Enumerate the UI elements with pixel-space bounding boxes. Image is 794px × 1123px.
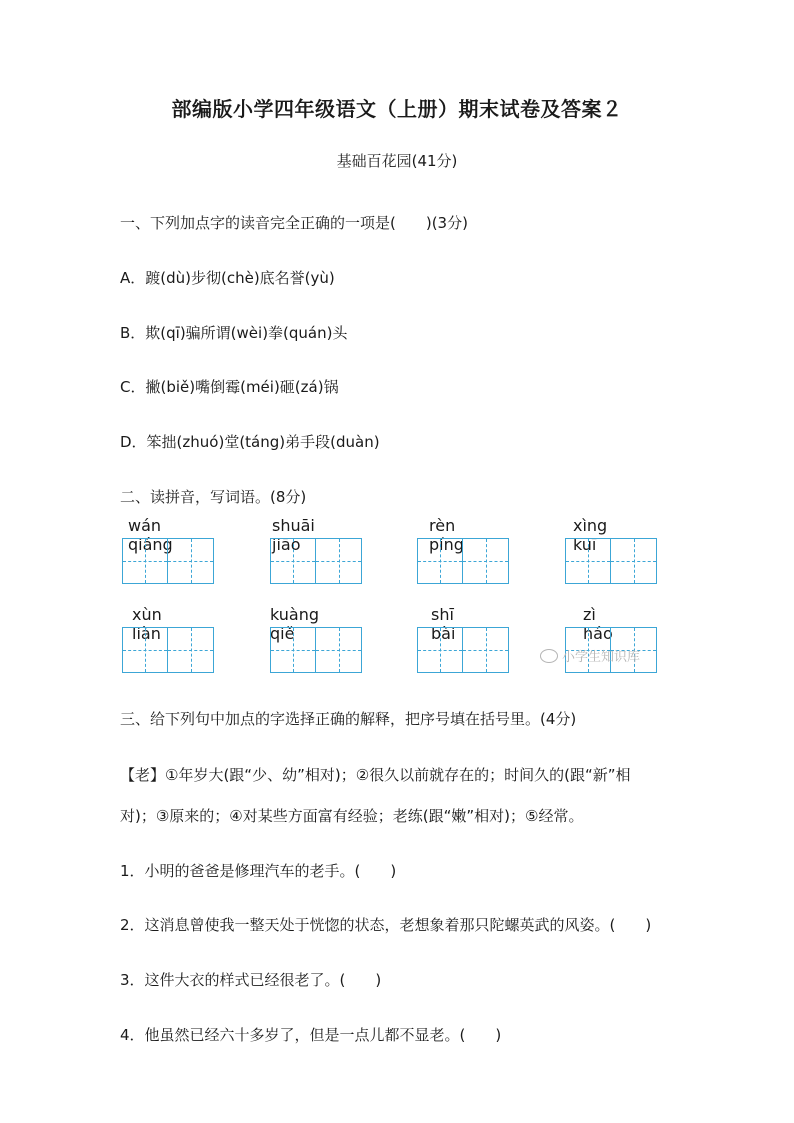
writing-cell[interactable] xyxy=(316,627,362,673)
definition-line-1: 【老】①年岁大(跟“少、幼”相对)；②很久以前就存在的；时间久的(跟“新”相 xyxy=(120,766,631,784)
item-3: 3．这件大衣的样式已经很老了。( ) xyxy=(120,971,382,989)
writing-cell[interactable] xyxy=(463,627,509,673)
option-a: A．踱(dù)步彻(chè)底名誉(yù) xyxy=(120,269,335,287)
writing-cell[interactable] xyxy=(463,538,509,584)
page-title: 部编版小学四年级语文（上册）期末试卷及答案２ xyxy=(171,97,623,121)
option-c: C．撇(biě)嘴倒霉(méi)砸(zá)锅 xyxy=(120,378,339,396)
question-3-stem: 三、给下列句中加点的字选择正确的解释，把序号填在括号里。(4分) xyxy=(120,710,577,728)
wechat-icon xyxy=(540,649,558,663)
writing-cell[interactable] xyxy=(168,627,214,673)
writing-cell[interactable] xyxy=(417,627,463,673)
writing-cell[interactable] xyxy=(122,538,168,584)
definition-line-2: 对)；③原来的；④对某些方面富有经验；老练(跟“嫩”相对)；⑤经常。 xyxy=(120,807,584,825)
writing-cell[interactable] xyxy=(565,538,611,584)
pinyin-label: kuàng qiě xyxy=(270,605,320,643)
watermark xyxy=(540,646,640,665)
writing-cell[interactable] xyxy=(122,627,168,673)
writing-cell[interactable] xyxy=(611,538,657,584)
pinyin-label: xùn liàn xyxy=(132,605,162,643)
writing-cell[interactable] xyxy=(270,627,316,673)
writing-cell[interactable] xyxy=(417,538,463,584)
pinyin-label: shuāi jiāo xyxy=(272,516,315,554)
pinyin-label: zì háo xyxy=(583,605,613,643)
item-2: 2．这消息曾使我一整天处于恍惚的状态，老想象着那只陀螺英武的风姿。( ) xyxy=(120,916,652,934)
option-b: B．欺(qī)骗所谓(wèi)拳(quán)头 xyxy=(120,324,348,342)
writing-cell[interactable] xyxy=(316,538,362,584)
item-1: 1．小明的爸爸是修理汽车的老手。( ) xyxy=(120,862,397,880)
pinyin-label: shī bài xyxy=(431,605,456,643)
pinyin-label: wán qiáng xyxy=(128,516,173,554)
pinyin-label: rèn píng xyxy=(429,516,464,554)
question-2-stem: 二、读拼音，写词语。(8分) xyxy=(120,488,307,506)
section-title: 基础百花园(41分) xyxy=(336,152,458,170)
pinyin-label: xìng kuī xyxy=(573,516,608,554)
option-d: D．笨拙(zhuó)堂(táng)弟手段(duàn) xyxy=(120,433,380,451)
writing-cell[interactable] xyxy=(168,538,214,584)
writing-cell[interactable] xyxy=(270,538,316,584)
watermark-text: 小学生知识库 xyxy=(562,650,641,665)
item-4: 4．他虽然已经六十多岁了，但是一点儿都不显老。( ) xyxy=(120,1026,502,1044)
question-1-stem: 一、下列加点字的读音完全正确的一项是( )(3分) xyxy=(120,214,468,232)
